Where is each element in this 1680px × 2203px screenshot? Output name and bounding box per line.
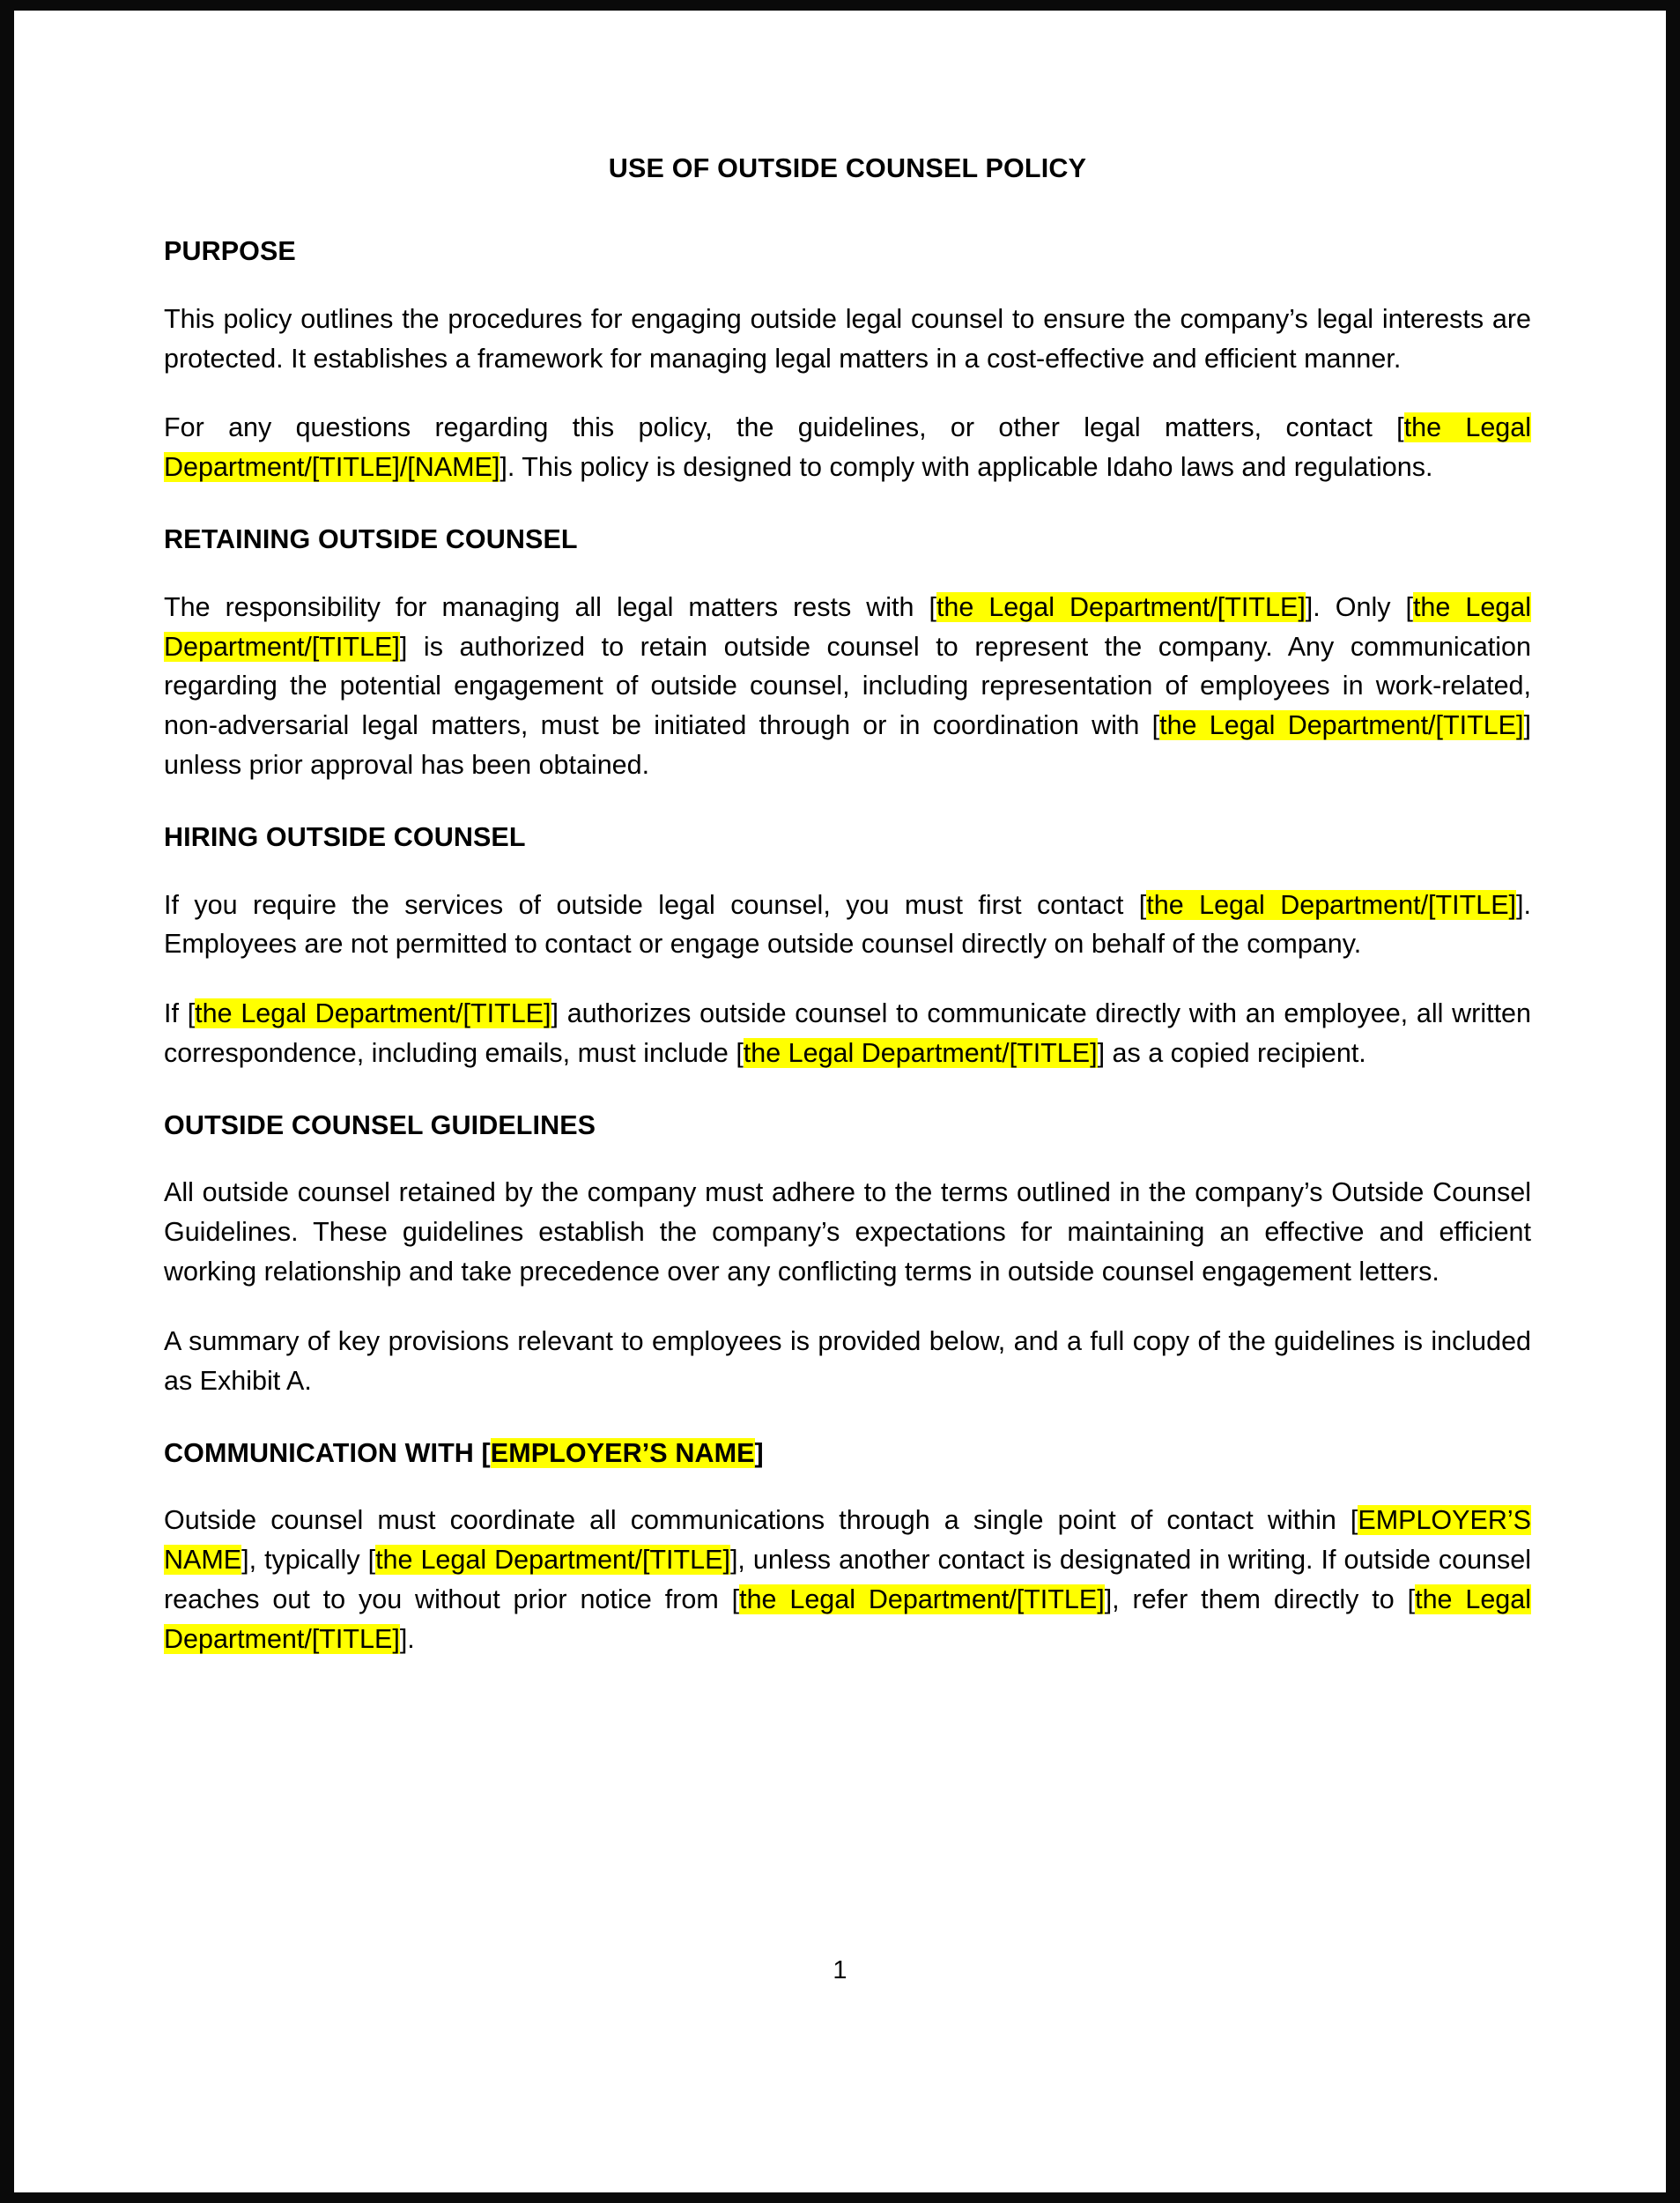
- highlighted-placeholder: the Legal Department/[TITLE]: [743, 1037, 1098, 1068]
- text-run: The responsibility for managing all legal matters rests with [: [164, 591, 936, 622]
- text-run: ] unless prior approval has been obtained.: [164, 710, 1531, 781]
- section-heading-communication-with-employer: [164, 1436, 1531, 1472]
- document-page: [14, 11, 1666, 2192]
- section-heading-purpose: PURPOSE: [164, 236, 296, 267]
- paragraph-guidelines-p1: [164, 1173, 1531, 1291]
- text-run: For any questions regarding this policy, the guidelines, or other legal matters, contact [: [164, 412, 1404, 443]
- section-heading-hiring-outside-counsel: HIRING OUTSIDE COUNSEL: [164, 821, 526, 852]
- highlighted-placeholder: the Legal Department/[TITLE]: [936, 591, 1306, 622]
- text-run: ]: [754, 1437, 764, 1468]
- text-run: ] authorizes outside counsel to communicate directly with an employee, all written correspondence, including emails, must include [: [164, 998, 1531, 1068]
- text-run: ] is authorized to retain outside counsel to represent the company. Any communication regarding the potential engagement of outside counsel, including representation of employees in work-related, non-adversarial legal matters, must be initiated through or in coordination with [: [164, 631, 1531, 741]
- text-run: ] as a copied recipient.: [1097, 1037, 1366, 1068]
- paragraph-purpose-p1: [164, 300, 1531, 379]
- highlighted-placeholder: the Legal Department/[TITLE]/[NAME]: [164, 412, 1532, 483]
- text-run: ], typically [: [241, 1545, 376, 1576]
- highlighted-placeholder: the Legal Department/[TITLE]: [1159, 710, 1524, 741]
- sections-container: [164, 234, 1531, 1658]
- section-heading-outside-counsel-guidelines: OUTSIDE COUNSEL GUIDELINES: [164, 1109, 596, 1140]
- text-run: A summary of key provisions relevant to employees is provided below, and a full copy of the guidelines is included as Exhibit A.: [164, 1325, 1531, 1396]
- paragraph-hiring-p2: [164, 994, 1531, 1073]
- paragraph-hiring-p1: [164, 886, 1531, 965]
- highlighted-placeholder: the Legal Department/[TITLE]: [195, 998, 551, 1029]
- highlighted-placeholder: the Legal Department/[TITLE]: [164, 1584, 1532, 1654]
- text-run: COMMUNICATION WITH [: [164, 1437, 491, 1468]
- paragraph-guidelines-p2: [164, 1322, 1531, 1401]
- paragraph-purpose-p2: [164, 408, 1531, 487]
- paragraph-retaining-p1: [164, 588, 1531, 785]
- text-run: Outside counsel must coordinate all communications through a single point of contact within [: [164, 1505, 1358, 1536]
- text-run: ]. Employees are not permitted to contact or engage outside counsel directly on behalf of the company.: [164, 889, 1531, 960]
- text-run: If you require the services of outside legal counsel, you must first contact [: [164, 889, 1147, 920]
- highlighted-placeholder: the Legal Department/[TITLE]: [375, 1545, 730, 1576]
- highlighted-placeholder: the Legal Department/[TITLE]: [1146, 889, 1517, 920]
- page-number: 1: [833, 1956, 847, 1984]
- text-run: If [: [164, 998, 196, 1029]
- text-run: ].: [399, 1623, 415, 1654]
- highlighted-placeholder: EMPLOYER’S NAME: [164, 1505, 1531, 1576]
- text-run: ], unless another contact is designated in writing. If outside counsel reaches out to you without prior notice from [: [164, 1545, 1531, 1614]
- paragraph-communication-p1: [164, 1501, 1531, 1658]
- text-run: ]. Only [: [1305, 591, 1413, 622]
- text-run: All outside counsel retained by the company must adhere to the terms outlined in the company’s Outside Counsel Guidelines. These guidelines establish the company’s expectations for maintaining an effective and efficient working relationship and take precedence over any conflicting terms in outside counsel engagement letters.: [164, 1177, 1531, 1287]
- highlighted-placeholder: EMPLOYER’S NAME: [490, 1437, 755, 1468]
- section-heading-retaining-outside-counsel: RETAINING OUTSIDE COUNSEL: [164, 524, 578, 555]
- text-run: This policy outlines the procedures for engaging outside legal counsel to ensure the company’s legal interests are protected. It establishes a framework for managing legal matters in a cost-effective and efficient manner.: [164, 303, 1531, 374]
- page-title: USE OF OUTSIDE COUNSEL POLICY: [608, 153, 1087, 183]
- text-run: ], refer them directly to [: [1104, 1584, 1416, 1614]
- highlighted-placeholder: the Legal Department/[TITLE]: [164, 591, 1531, 662]
- document-body: [164, 152, 1531, 1695]
- highlighted-placeholder: the Legal Department/[TITLE]: [739, 1584, 1105, 1614]
- text-run: ]. This policy is designed to comply with applicable Idaho laws and regulations.: [500, 452, 1433, 483]
